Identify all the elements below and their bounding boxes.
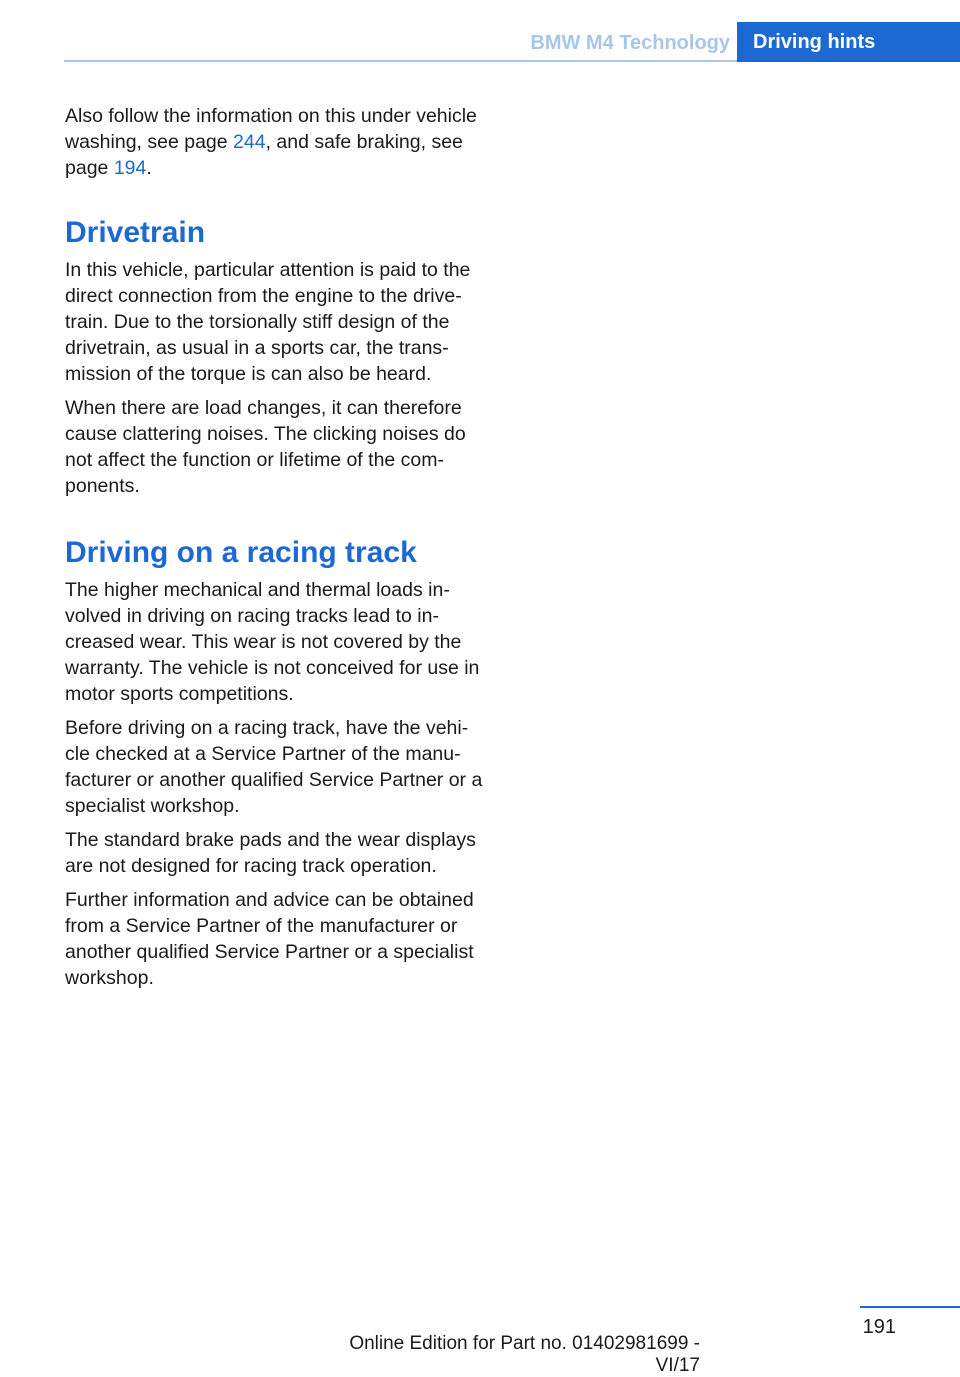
racing-paragraph-3: The standard brake pads and the wear displays are not designed for racing track operation. (65, 829, 476, 877)
drivetrain-paragraph-2: When there are load changes, it can therefore cause clattering noises. The clicking noises do not affect the function or lifetime of the components. (65, 397, 466, 497)
page-link-194[interactable]: 194 (113, 157, 147, 179)
header-section-tab: Driving hints (737, 22, 960, 62)
racing-paragraph-1: The higher mechanical and thermal loads involved in driving on racing tracks lead to increased wear. This wear is not covered by the warranty. The vehicle is not conceived for use in motor sports competitions. (65, 579, 480, 705)
drivetrain-paragraph-1: In this vehicle, particular attention is paid to the direct connection from the engine to the drivetrain. Due to the torsionally stiff design of the drivetrain, as usual in a sports car, the transmission of the torque is can also be heard. (65, 259, 471, 385)
main-column (65, 103, 485, 999)
racing-paragraph-4: Further information and advice can be obtained from a Service Partner of the manufacturer or another qualified Service Partner or a specialist workshop. (65, 889, 474, 989)
footer-rule (860, 1306, 960, 1308)
header-chapter-title: BMW M4 Technology (530, 32, 730, 54)
intro-text-1: Also follow the information on this under vehicle washing, see page (65, 105, 477, 153)
intro-text-3: . (146, 157, 152, 179)
racing-paragraph-2: Before driving on a racing track, have the vehicle checked at a Service Partner of the manufacturer or another qualified Service Partner or a specialist workshop. (65, 717, 483, 817)
page-number: 191 (862, 1316, 896, 1338)
edition-line: Online Edition for Part no. 01402981699 - VI/17 (349, 1333, 700, 1376)
heading-racing-track: Driving on a racing track (65, 536, 417, 569)
intro-text-2: , and safe braking, see page (65, 131, 463, 179)
intro-paragraph (65, 103, 485, 181)
heading-drivetrain: Drivetrain (65, 216, 206, 249)
page-link-244[interactable]: 244 (233, 131, 266, 153)
